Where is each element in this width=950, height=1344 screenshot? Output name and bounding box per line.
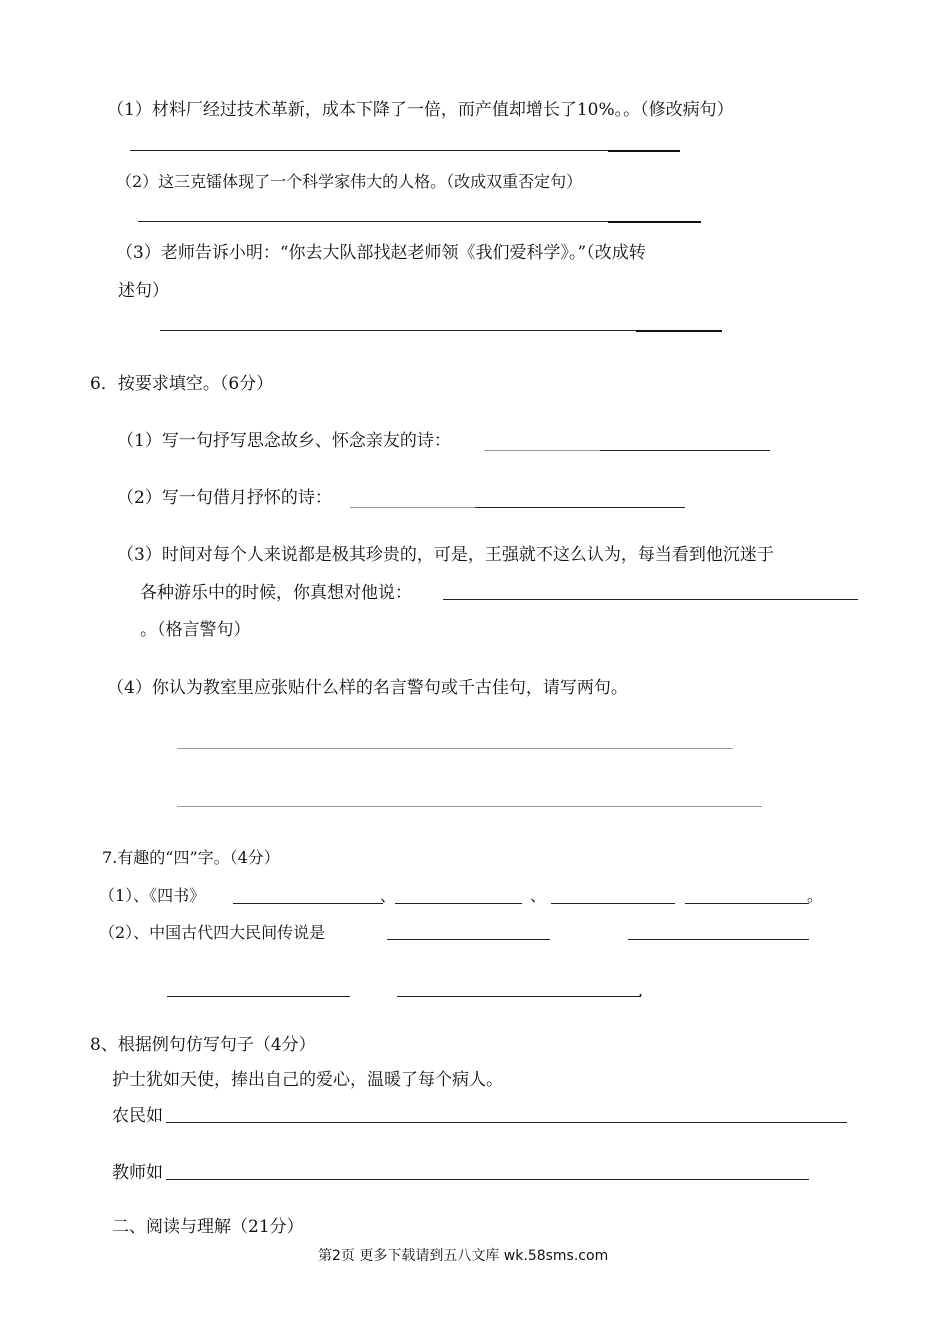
q5-1-text: （1）材料厂经过技术革新，成本下降了一倍，而产值却增长了10%。。（修改病句）	[107, 100, 734, 120]
answer-line[interactable]	[350, 507, 475, 508]
q6-3-text-line3: 。（格言警句）	[140, 620, 251, 640]
answer-line[interactable]	[138, 221, 608, 222]
q6-1-text: （1）写一句抒写思念故乡、怀念亲友的诗：	[117, 431, 451, 451]
answer-line[interactable]	[160, 330, 636, 331]
answer-line[interactable]	[177, 748, 733, 749]
prompt-farmer: 农民如	[112, 1106, 163, 1126]
answer-line[interactable]	[600, 450, 770, 451]
answer-line[interactable]	[233, 903, 383, 904]
answer-line[interactable]	[484, 450, 600, 451]
q6-3-text-line2: 各种游乐中的时候，你真想对他说：	[140, 583, 412, 603]
q6-3-text-line1: （3）时间对每个人来说都是极其珍贵的，可是，王强就不这么认为，每当看到他沉迷于	[117, 545, 774, 565]
answer-line[interactable]	[608, 221, 701, 223]
example-sentence: 护士犹如天使，捧出自己的爱心，温暖了每个病人。	[112, 1070, 503, 1090]
q5-2-text: （2）这三克镭体现了一个科学家伟大的人格。（改成双重否定句）	[116, 172, 583, 191]
page-footer: 第2页 更多下载请到五八文库 wk.58sms.com	[318, 1248, 609, 1264]
q7-1-label: （1）、《四书》	[99, 886, 206, 905]
answer-line[interactable]	[177, 806, 762, 807]
q6-4-text: （4）你认为教室里应张贴什么样的名言警句或千古佳句，请写两句。	[107, 678, 628, 698]
answer-line[interactable]	[551, 903, 675, 904]
answer-line[interactable]	[397, 996, 641, 997]
answer-line[interactable]	[167, 996, 350, 997]
section7-title: 7.有趣的“四”字。（4分）	[102, 848, 280, 867]
answer-line[interactable]	[628, 939, 809, 940]
answer-line[interactable]	[443, 599, 858, 600]
q7-2-label: （2）、中国古代四大民间传说是	[99, 923, 326, 942]
answer-line[interactable]	[636, 330, 722, 332]
end-mark: .	[638, 981, 644, 1000]
separator: 、	[380, 886, 397, 905]
answer-line[interactable]	[685, 903, 809, 904]
q6-2-text: （2）写一句借月抒怀的诗：	[117, 488, 332, 508]
answer-line[interactable]	[166, 1179, 809, 1180]
answer-line[interactable]	[387, 939, 550, 940]
prompt-teacher: 教师如	[112, 1163, 163, 1183]
section6-title: 6．按要求填空。（6分）	[90, 374, 274, 394]
answer-line[interactable]	[608, 150, 680, 152]
section8-title: 8、根据例句仿写句子（4分）	[90, 1035, 316, 1055]
answer-line[interactable]	[475, 507, 685, 508]
answer-line[interactable]	[166, 1122, 847, 1123]
q5-3-text-line2: 述句）	[118, 281, 169, 301]
q5-3-text-line1: （3）老师告诉小明：“你去大队部找赵老师领《我们爱科学》。”（改成转	[116, 243, 646, 263]
answer-line[interactable]	[130, 150, 608, 151]
separator: 、	[530, 886, 547, 905]
part2-title: 二、阅读与理解（21分）	[112, 1217, 304, 1237]
answer-line[interactable]	[395, 903, 522, 904]
end-mark: 。	[807, 886, 824, 905]
